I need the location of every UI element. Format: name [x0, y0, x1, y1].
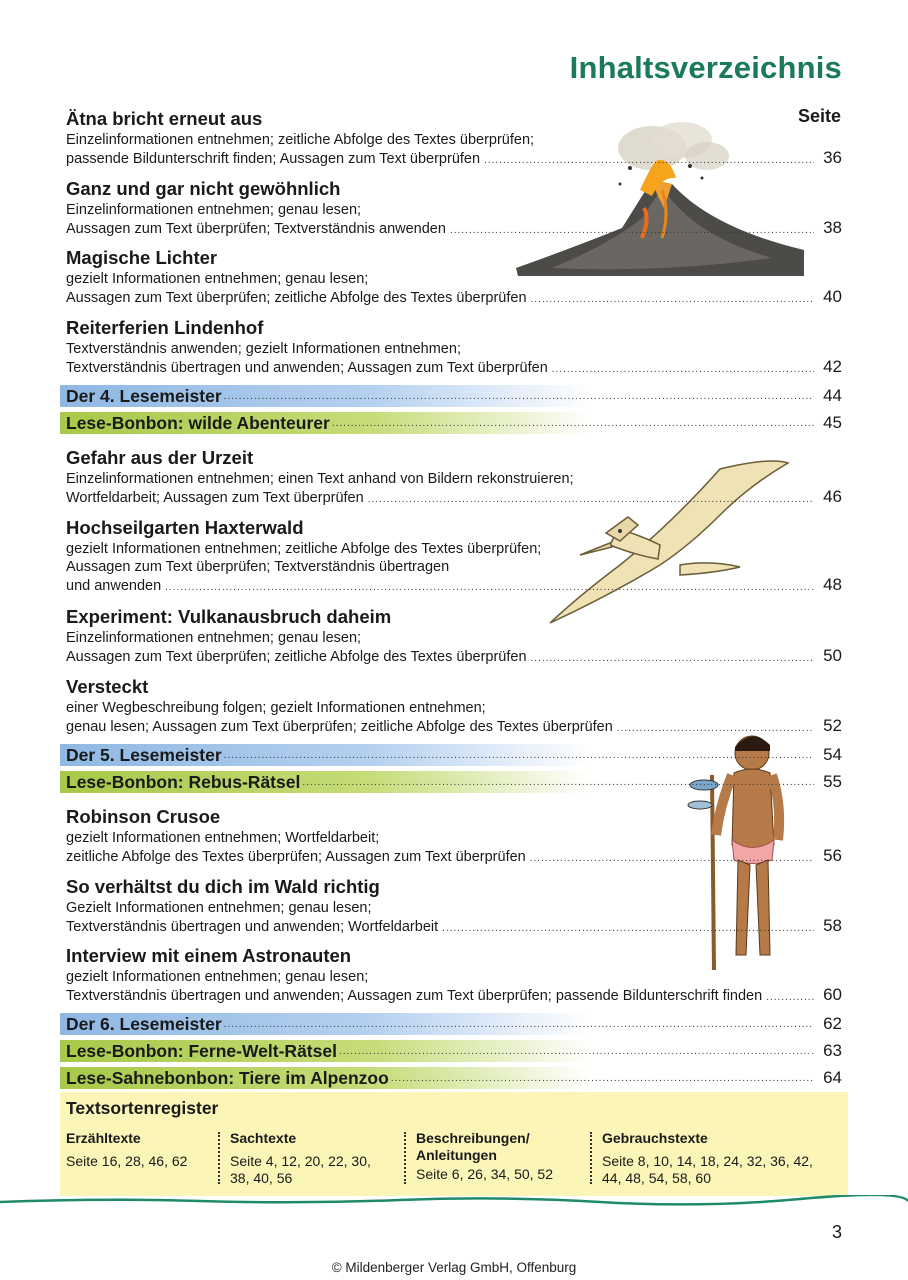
- entry-line: Textverständnis anwenden; gezielt Informationen entnehmen;: [66, 341, 461, 357]
- band-lese-bonbon-abenteurer[interactable]: [60, 412, 842, 434]
- entry-title: Ganz und gar nicht gewöhnlich: [66, 178, 341, 199]
- entry-page: 58: [823, 916, 842, 935]
- entry-line-last: Aussagen zum Text überprüfen; zeitliche Abfolge des Textes überprüfen ..... 40: [66, 288, 842, 306]
- entry-title: Hochseilgarten Haxterwald: [66, 517, 304, 538]
- entry-line: Gezielt Informationen entnehmen; genau lesen;: [66, 900, 372, 916]
- toc-entry-experiment[interactable]: [66, 604, 842, 665]
- register-col-erzaehltexte: [66, 1130, 187, 1170]
- toc-entry-reiterferien[interactable]: [66, 315, 842, 376]
- entry-title: Gefahr aus der Urzeit: [66, 447, 254, 468]
- register-divider: [590, 1132, 592, 1184]
- textsortenregister: [60, 1092, 848, 1196]
- entry-line: gezielt Informationen entnehmen; genau lesen;: [66, 969, 369, 985]
- register-title: Textsortenregister: [66, 1098, 219, 1118]
- seite-label: Seite: [797, 106, 841, 126]
- band-label: Lese-Bonbon: Ferne-Welt-Rätsel: [66, 1040, 337, 1061]
- entry-line: einer Wegbeschreibung folgen; gezielt Informationen entnehmen;: [66, 700, 486, 716]
- band-label: Lese-Bonbon: wilde Abenteurer: [66, 412, 330, 433]
- decorative-wave-line: [0, 1195, 908, 1207]
- entry-line-last: passende Bildunterschrift finden; Aussagen zum Text überprüfen ..... 36: [66, 149, 842, 167]
- register-pages: Seite 6, 26, 34, 50, 52: [416, 1166, 553, 1182]
- toc-entry-gefahr-urzeit[interactable]: [66, 445, 842, 506]
- band-label: Lese-Sahnebonbon: Tiere im Alpenzoo: [66, 1067, 389, 1088]
- register-col-sachtexte: [230, 1130, 371, 1187]
- band-lese-bonbon-ferne-welt[interactable]: [60, 1040, 842, 1062]
- page-number: 3: [831, 1222, 842, 1242]
- register-col-gebrauchstexte: [602, 1130, 813, 1187]
- band-page: 54: [823, 745, 842, 764]
- register-heading: Sachtexte: [230, 1130, 297, 1146]
- band-lesemeister-5[interactable]: [60, 744, 842, 766]
- entry-title: Interview mit einem Astronauten: [66, 945, 352, 966]
- entry-title: Versteckt: [66, 676, 149, 697]
- entry-page: 60: [823, 985, 842, 1004]
- entry-line: Einzelinformationen entnehmen; genau lesen;: [66, 202, 362, 218]
- register-divider: [404, 1132, 406, 1184]
- copyright-footer: © Mildenberger Verlag GmbH, Offenburg: [331, 1260, 577, 1275]
- register-heading: Erzähltexte: [66, 1130, 141, 1146]
- band-label: Der 4. Lesemeister: [66, 385, 222, 406]
- entry-page: 50: [823, 646, 842, 665]
- entry-line: Einzelinformationen entnehmen; einen Text anhand von Bildern rekonstruieren;: [66, 471, 574, 487]
- register-pages: 38, 40, 56: [230, 1170, 293, 1186]
- entry-line-last: zeitliche Abfolge des Textes überprüfen; Aussagen zum Text überprüfen ..... 56: [66, 847, 842, 865]
- entry-page: 36: [823, 148, 842, 167]
- toc-entry-robinson[interactable]: [66, 804, 842, 865]
- entry-line: Einzelinformationen entnehmen; zeitliche Abfolge des Textes überprüfen;: [66, 132, 535, 148]
- band-lese-sahnebonbon-alpenzoo[interactable]: [60, 1067, 842, 1089]
- entry-page: 40: [823, 287, 842, 306]
- band-lesemeister-4[interactable]: [60, 385, 842, 407]
- entry-line-last: Aussagen zum Text überprüfen; Textverständnis anwenden ..... 38: [66, 219, 842, 237]
- entry-title: So verhältst du dich im Wald richtig: [66, 876, 380, 897]
- entry-line-last: Wortfeldarbeit; Aussagen zum Text überprüfen ..... 46: [66, 488, 842, 506]
- entry-line-last: genau lesen; Aussagen zum Text überprüfen; zeitliche Abfolge des Textes überprüfen ..... 52: [66, 717, 842, 735]
- entry-title: Reiterferien Lindenhof: [66, 317, 264, 338]
- toc-entry-ganz-und-gar[interactable]: [66, 176, 842, 237]
- register-col-beschreibungen: [416, 1130, 553, 1183]
- entry-line-last: und anwenden ..... 48: [66, 576, 842, 594]
- toc-entry-astronaut[interactable]: [66, 943, 842, 1004]
- toc-entry-versteckt[interactable]: [66, 674, 842, 735]
- entry-page: 38: [823, 218, 842, 237]
- band-page: 62: [823, 1014, 842, 1033]
- entry-page: 42: [823, 357, 842, 376]
- band-page: 45: [823, 413, 842, 432]
- toc-entry-magische-lichter[interactable]: [66, 245, 842, 306]
- register-pages: Seite 4, 12, 20, 22, 30,: [230, 1153, 371, 1169]
- band-label: Lese-Bonbon: Rebus-Rätsel: [66, 771, 301, 792]
- page-title: Inhaltsverzeichnis: [569, 50, 842, 85]
- entry-page: 48: [823, 575, 842, 594]
- register-pages: Seite 8, 10, 14, 18, 24, 32, 36, 42,: [602, 1153, 813, 1169]
- entry-line: gezielt Informationen entnehmen; genau lesen;: [66, 271, 369, 287]
- band-lese-bonbon-rebus[interactable]: [60, 771, 842, 793]
- register-heading: Gebrauchstexte: [602, 1130, 708, 1146]
- toc-entry-hochseilgarten[interactable]: [66, 515, 842, 594]
- register-divider: [218, 1132, 220, 1184]
- entry-page: 52: [823, 716, 842, 735]
- toc-entry-aetna[interactable]: [66, 106, 842, 167]
- band-label: Der 5. Lesemeister: [66, 744, 222, 765]
- entry-line: gezielt Informationen entnehmen; zeitliche Abfolge des Textes überprüfen;: [66, 541, 542, 557]
- band-page: 44: [823, 386, 842, 405]
- entry-line-last: Textverständnis übertragen und anwenden; Aussagen zum Text überprüfen; passende Bildunterschrift finden ..... 60: [66, 986, 842, 1004]
- entry-line-last: Aussagen zum Text überprüfen; zeitliche Abfolge des Textes überprüfen ..... 50: [66, 647, 842, 665]
- entry-line: Aussagen zum Text überprüfen; Textverständnis übertragen: [66, 559, 450, 575]
- entry-line-last: Textverständnis übertragen und anwenden; Wortfeldarbeit ..... 58: [66, 917, 842, 935]
- toc-entry-wald[interactable]: [66, 874, 842, 935]
- entry-page: 56: [823, 846, 842, 865]
- band-page: 63: [823, 1041, 842, 1060]
- entry-page: 46: [823, 487, 842, 506]
- entry-line-last: Textverständnis übertragen und anwenden; Aussagen zum Text überprüfen ..... 42: [66, 358, 842, 376]
- entry-title: Magische Lichter: [66, 247, 218, 268]
- register-heading: Beschreibungen/ Anleitungen: [416, 1130, 530, 1163]
- entry-title: Robinson Crusoe: [66, 806, 221, 827]
- entry-line: Einzelinformationen entnehmen; genau lesen;: [66, 630, 362, 646]
- entry-line: gezielt Informationen entnehmen; Wortfeldarbeit;: [66, 830, 380, 846]
- band-lesemeister-6[interactable]: [60, 1013, 842, 1035]
- entry-title: Ätna bricht erneut aus: [66, 108, 263, 129]
- register-pages: 44, 48, 54, 58, 60: [602, 1170, 711, 1186]
- band-page: 64: [823, 1068, 842, 1087]
- band-page: 55: [823, 772, 842, 791]
- register-pages: Seite 16, 28, 46, 62: [66, 1153, 188, 1169]
- entry-title: Experiment: Vulkanausbruch daheim: [66, 606, 392, 627]
- band-label: Der 6. Lesemeister: [66, 1013, 222, 1034]
